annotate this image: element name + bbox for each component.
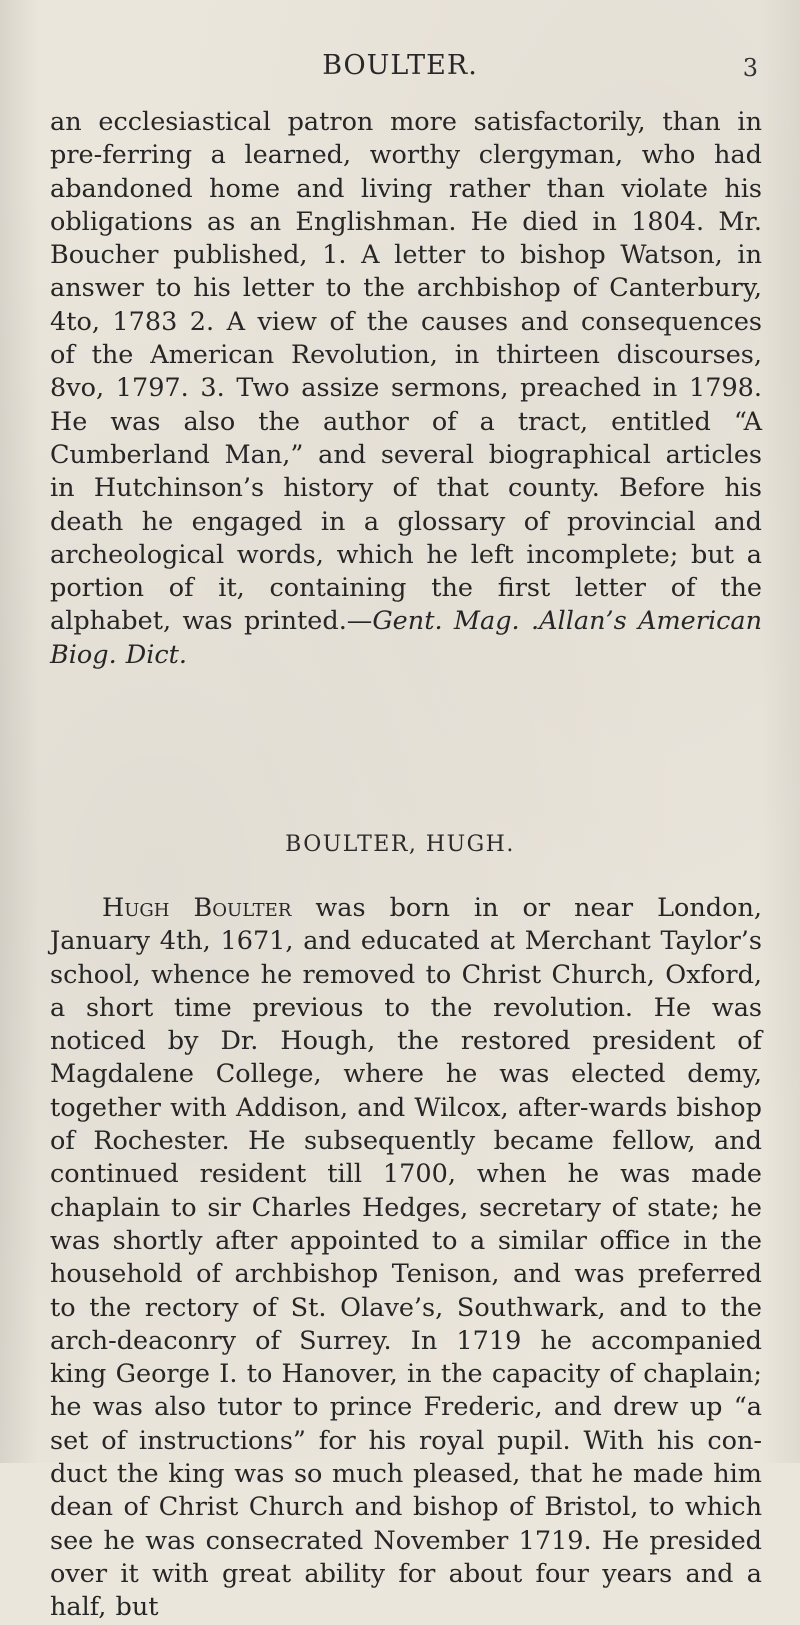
page-header bbox=[0, 50, 800, 90]
running-head: BOULTER. bbox=[322, 50, 478, 81]
page-number: 3 bbox=[742, 54, 758, 82]
paragraph-boucher-end bbox=[50, 106, 762, 672]
paragraph-body: was born in or near London, January 4th, 1671, and educated at Merchant Taylor’s school, whence he removed to Christ Church, Oxford, a short time previous to the revolution. He was noticed by Dr. Hough, the restored president of Magdalene College, where he was elected demy, together with Addison, and Wilcox, after-wards bishop of Rochester. He subsequently became fellow, and continued resident till 1700, when he was made chaplain to sir Charles Hedges, secretary of state; he was shortly after appointed to a similar office in the household of archbishop Tenison, and was preferred to the rectory of St. Olave’s, Southwark, and to the arch-deaconry of Surrey. In 1719 he accompanied king George I. to Hanover, in the capacity of chaplain; he was also tutor to prince Frederic, and drew up “a set of instructions” for his royal pupil. With his con-duct the king was so much pleased, that he made him dean of Christ Church and bishop of Bristol, to which see he was consecrated November 1719. He presided over it with great ability for about four years and a half, but bbox=[50, 893, 762, 1623]
paragraph-boulter-bio bbox=[50, 892, 762, 1625]
paragraph-body: an ecclesiastical patron more satisfactorily, than in pre-ferring a learned, worthy clergyman, who had abandoned home and living rather than violate his obligations as an Englishman. He died in 1804. Mr. Boucher published, 1. A letter to bishop Watson, in answer to his letter to the archbishop of Canterbury, 4to, 1783 2. A view of the causes and consequences of the American Revolution, in thirteen discourses, 8vo, 1797. 3. Two assize sermons, preached in 1798. He was also the author of a tract, entitled “A Cumberland Man,” and several biographical articles in Hutchinson’s history of that county. Before his death he engaged in a glossary of provincial and archeological words, which he left incomplete; but a portion of it, containing the first letter of the alphabet, was printed.— bbox=[50, 107, 762, 637]
lead-name: Hugh Boulter bbox=[102, 893, 292, 923]
citation: Gent. Mag. .Allan’s American Biog. Dict. bbox=[50, 606, 763, 670]
section-heading: BOULTER, HUGH. bbox=[285, 832, 515, 857]
